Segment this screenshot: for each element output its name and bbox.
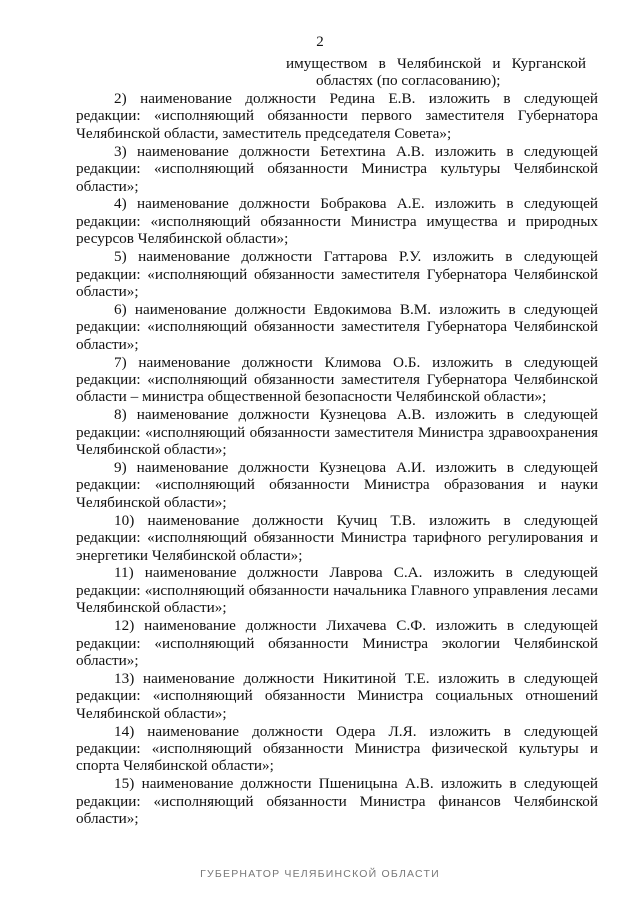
footer-stamp: ГУБЕРНАТОР ЧЕЛЯБИНСКОЙ ОБЛАСТИ bbox=[200, 868, 440, 880]
list-item: 13) наименование должности Никитиной Т.Е. изложить в следующей редакции: «исполняющий обязанности Министра социальных отношений Челябинской области»; bbox=[76, 669, 598, 722]
continuation-text bbox=[286, 55, 586, 90]
list-item: 11) наименование должности Лаврова С.А. изложить в следующей редакции: «исполняющий обязанности начальника Главного управления лесами Челябинской области»; bbox=[76, 564, 598, 617]
continuation-line-2: областях (по согласованию); bbox=[316, 72, 501, 90]
list-item: 7) наименование должности Климова О.Б. изложить в следующей редакции: «исполняющий обязанности заместителя Губернатора Челябинской области – министра общественной безопасности Челябинской области»; bbox=[76, 353, 598, 406]
list-item: 14) наименование должности Одера Л.Я. изложить в следующей редакции: «исполняющий обязанности Министра физической культуры и спорта Челябинской области»; bbox=[76, 722, 598, 775]
list-item: 15) наименование должности Пшеницына А.В. изложить в следующей редакции: «исполняющий обязанности Министра финансов Челябинской области»; bbox=[76, 775, 598, 828]
page-number: 2 bbox=[316, 34, 324, 50]
list-item: 3) наименование должности Бетехтина А.В. изложить в следующей редакции: «исполняющий обязанности Министра культуры Челябинской области»; bbox=[76, 142, 598, 195]
list-item: 5) наименование должности Гаттарова Р.У. изложить в следующей редакции: «исполняющий обязанности заместителя Губернатора Челябинской области»; bbox=[76, 248, 598, 300]
list-item: 9) наименование должности Кузнецова А.И. изложить в следующей редакции: «исполняющий обязанности Министра образования и науки Челябинской области»; bbox=[76, 459, 598, 511]
list-item: 6) наименование должности Евдокимова В.М. изложить в следующей редакции: «исполняющий обязанности заместителя Губернатора Челябинской области»; bbox=[76, 300, 598, 353]
continuation-line-1: имуществом в Челябинской и Курганской bbox=[286, 55, 586, 72]
list-item: 4) наименование должности Бобракова А.Е. изложить в следующей редакции: «исполняющий обязанности Министра имущества и природных ресурсов Челябинской области»; bbox=[76, 195, 598, 248]
list-item: 2) наименование должности Редина Е.В. изложить в следующей редакции: «исполняющий обязанности первого заместителя Губернатора Челябинской области, заместитель председателя Совета»; bbox=[76, 90, 598, 142]
amendment-list bbox=[76, 90, 598, 828]
list-item: 8) наименование должности Кузнецова А.В. изложить в следующей редакции: «исполняющий обязанности заместителя Министра здравоохранения Челябинской области»; bbox=[76, 406, 598, 459]
list-item: 12) наименование должности Лихачева С.Ф. изложить в следующей редакции: «исполняющий обязанности Министра экологии Челябинской области»; bbox=[76, 617, 598, 669]
list-item: 10) наименование должности Кучиц Т.В. изложить в следующей редакции: «исполняющий обязанности Министра тарифного регулирования и энергетики Челябинской области»; bbox=[76, 511, 598, 564]
